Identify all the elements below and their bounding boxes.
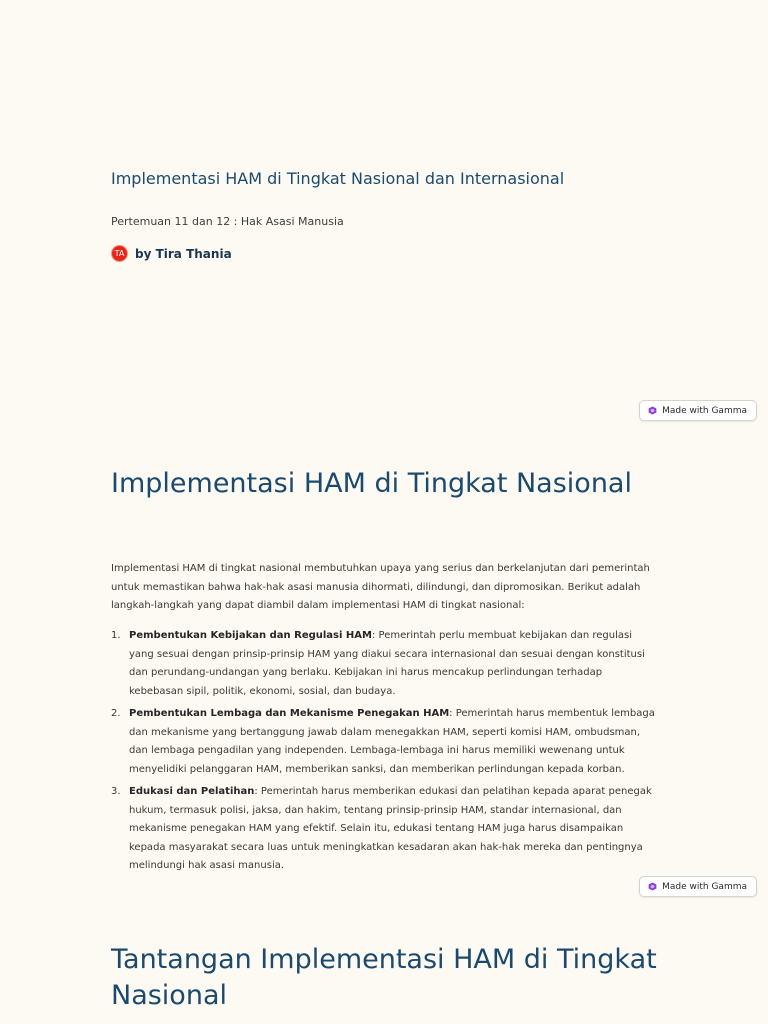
- slide2-list: [111, 627, 659, 880]
- list-item-number: 2.: [111, 708, 121, 719]
- list-item-text: : Pemerintah harus membentuk lembaga dan mekanisme yang bertanggung jawab dalam menegakkan HAM, seperti komisi HAM, ombudsman, dan lembaga pengadilan yang independen. Lembaga-lembaga ini harus memiliki wewenang untuk menyelidiki pelanggaran HAM, memberikan sanksi, dan memberikan perlindungan kepada korban.: [129, 708, 655, 775]
- list-item: [111, 627, 659, 701]
- author-name[interactable]: by Tira Thania: [135, 246, 232, 261]
- slide2-title: Implementasi HAM di Tingkat Nasional: [111, 468, 632, 499]
- slide3-title: Tantangan Implementasi HAM di Tingkat Nasional: [111, 944, 657, 1011]
- list-item-term: Pembentukan Kebijakan dan Regulasi HAM: [129, 630, 372, 641]
- made-with-gamma-badge[interactable]: [639, 400, 757, 421]
- gamma-logo-icon: [648, 882, 657, 891]
- author-row[interactable]: [111, 245, 232, 262]
- list-item-term: Pembentukan Lembaga dan Mekanisme Penegakan HAM: [129, 708, 450, 719]
- list-item-number: 1.: [111, 630, 121, 641]
- list-item-text: : Pemerintah harus memberikan edukasi dan pelatihan kepada aparat penegak hukum, termasuk polisi, jaksa, dan hakim, tentang prinsip-prinsip HAM, standar internasional, dan mekanisme penegakan HAM yang efektif. Selain itu, edukasi tentang HAM juga harus disampaikan kepada masyarakat secara luas untuk meningkatkan kesadaran akan hak-hak mereka dan pentingnya melindungi hak asasi manusia.: [129, 786, 652, 871]
- avatar[interactable]: TA: [111, 245, 128, 262]
- slide2-intro: Implementasi HAM di tingkat nasional membutuhkan upaya yang serius dan berkelanjutan dari pemerintah untuk memastikan bahwa hak-hak asasi manusia dihormati, dilindungi, dan dipromosikan. Berikut adalah langkah-langkah yang dapat diambil dalam implementasi HAM di tingkat nasional:: [111, 563, 650, 611]
- gamma-logo-icon: [648, 406, 657, 415]
- list-item-number: 3.: [111, 786, 121, 797]
- made-with-gamma-badge[interactable]: [639, 876, 757, 897]
- gamma-badge-label: Made with Gamma: [662, 881, 747, 892]
- list-item-term: Edukasi dan Pelatihan: [129, 786, 255, 797]
- gamma-badge-label: Made with Gamma: [662, 405, 747, 416]
- list-item-text: : Pemerintah perlu membuat kebijakan dan regulasi yang sesuai dengan prinsip-prinsip HAM yang diakui secara internasional dan sesuai dengan konstitusi dan perundang-undangan yang berlaku. Kebijakan ini harus mencakup perlindungan terhadap kebebasan sipil, politik, ekonomi, sosial, dan budaya.: [129, 630, 645, 697]
- slide1-title: Implementasi HAM di Tingkat Nasional dan Internasional: [111, 169, 565, 188]
- list-item: [111, 705, 659, 779]
- slide1-subtitle: Pertemuan 11 dan 12 : Hak Asasi Manusia: [111, 215, 344, 228]
- list-item: [111, 783, 659, 876]
